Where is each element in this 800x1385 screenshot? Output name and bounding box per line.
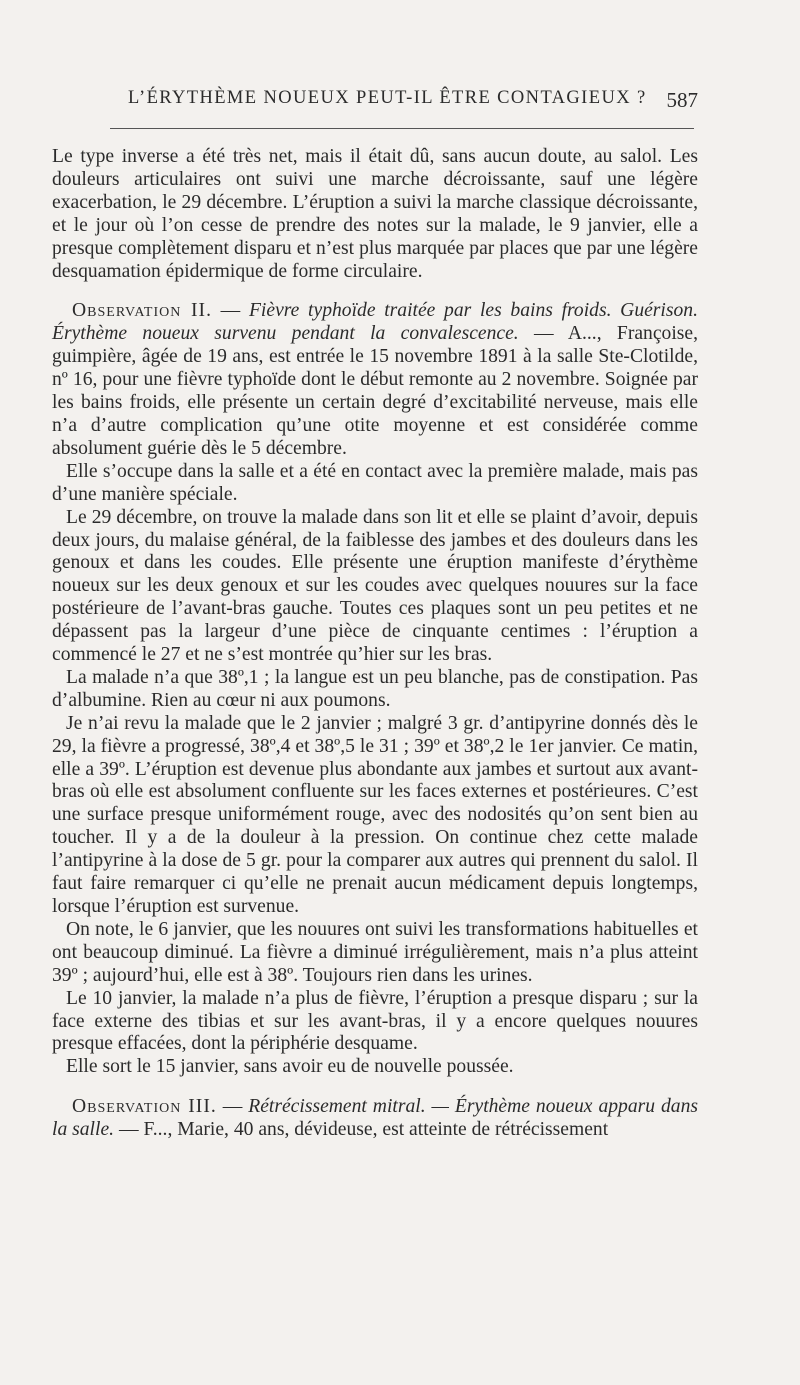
dash: — — [211, 300, 249, 322]
paragraph: Je n’ai revu la malade que le 2 janvier ; malgré 3 gr. d’antipyrine donnés dès le 29, la fièvre a progressé, 38º,4 et 38º,5 le 31 ; 39º et 38º,2 le 1er janvier. Ce matin, elle a 39º. L’éruption est devenue plus abondante aux jambes et surtout aux avant-bras où elle est absolument confluente sur les faces externes et postérieures. C’est une surface presque uniformément rouge, avec des nodosités qu’on sent bien au toucher. Il y a de la douleur à la pression. On continue chez cette malade l’antipyrine à la dose de 5 gr. pour la comparer aux autres qui prennent du salol. Il faut faire remarquer ci qu’elle ne prenait aucun médicament depuis longtemps, lorsque l’éruption est survenue. — [52, 712, 698, 917]
observation-label: Observation III. — [72, 1096, 217, 1118]
dash: — — [216, 1096, 249, 1118]
observation-text: — F..., Marie, 40 ans, dévideuse, est atteinte de rétrécissement — [114, 1119, 609, 1141]
paragraph: Elle s’occupe dans la salle et a été en contact avec la première malade, mais pas d’une manière spéciale. — [52, 460, 698, 505]
page-number: 587 — [666, 88, 698, 112]
paragraph: Le 10 janvier, la malade n’a plus de fièvre, l’éruption a presque disparu ; sur la face externe des tibias et sur les avant-bras, il y a encore quelques nouures presque effacées, dont la périphérie desquame. — [52, 987, 698, 1055]
header-rule — [110, 128, 694, 129]
page-body — [52, 146, 698, 1142]
paragraph: On note, le 6 janvier, que les nouures ont suivi les transformations habituelles et ont beaucoup diminué. La fièvre a diminué irrégulièrement, mais n’a plus atteint 39º ; aujourd’hui, elle est à 38º. Toujours rien dans les urines. — [52, 918, 698, 986]
paragraph: Le 29 décembre, on trouve la malade dans son lit et elle se plaint d’avoir, depuis deux jours, du malaise général, de la faiblesse des jambes et des douleurs dans les genoux et dans les coudes. Elle présente une éruption manifeste d’érythème noueux sur les deux genoux et sur les coudes avec quelques nouures sur la face postérieure de l’avant-bras gauche. Toutes ces plaques sont un peu petites et ne dépassent pas la largeur d’une pièce de cinquante centimes : l’éruption a commencé le 27 et ne s’est montrée qu’hier sur les bras. — [52, 506, 698, 666]
paragraph: La malade n’a que 38º,1 ; la langue est un peu blanche, pas de constipation. Pas d’albumine. Rien au cœur ni aux poumons. — [52, 666, 698, 711]
observation-text: — A..., Françoise, guimpière, âgée de 19 ans, est entrée le 15 novembre 1891 à la salle Ste-Clotilde, nº 16, pour une fièvre typhoïde dont le début remonte au 2 novembre. Soignée par les bains froids, elle présente un certain degré d’excitabilité nerveuse, mais elle n’a d’autre complication qu’une otite moyenne et est considérée comme absolument guérie dès le 5 décembre. — [52, 323, 698, 459]
observation-3 — [52, 1096, 698, 1142]
running-title: L’ÉRYTHÈME NOUEUX PEUT-IL ÊTRE CONTAGIEUX ? — [128, 88, 647, 108]
observation-label: Observation II. — [72, 300, 212, 322]
observation-2 — [52, 300, 698, 460]
observation-title: Fièvre typhoïde traitée par les bains froids. Guérison. Érythème noueux survenu pendant la convalescence. — [52, 300, 698, 345]
observation-title: Rétrécissement mitral. — Érythème noueux apparu dans la salle. — [52, 1096, 699, 1141]
paragraph: Le type inverse a été très net, mais il était dû, sans aucun doute, au salol. Les douleurs articulaires ont suivi une marche décroissante, sauf une légère exacerbation, le 29 décembre. L’éruption a suivi la marche classique décroissante, et le jour où l’on cesse de prendre des notes sur la malade, le 9 janvier, elle a presque complètement disparu et n’est plus marquée par places que par une légère desquamation épidermique de forme circulaire. — [52, 146, 698, 282]
paragraph: Elle sort le 15 janvier, sans avoir eu de nouvelle poussée. — [66, 1056, 514, 1078]
